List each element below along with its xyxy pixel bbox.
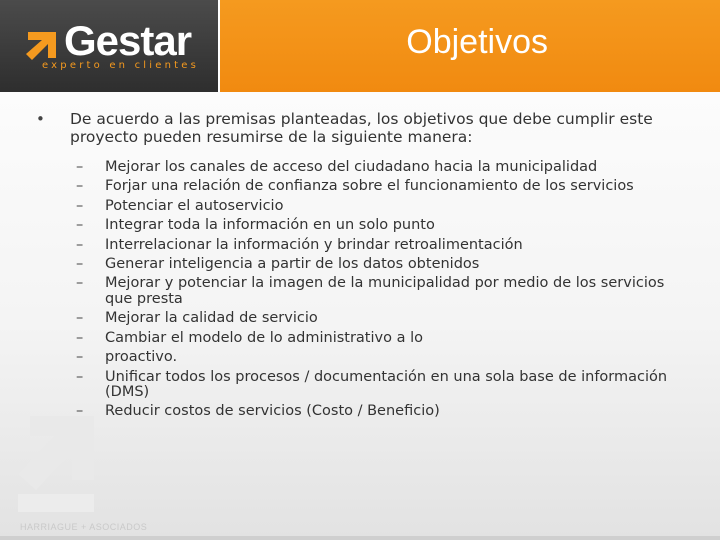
list-item-text: Mejorar la calidad de servicio: [105, 310, 318, 327]
dash-icon: –: [76, 275, 84, 292]
dash-icon: –: [76, 349, 84, 366]
intro-text: De acuerdo a las premisas planteadas, los objetivos que debe cumplir este proyecto pueden resumirse de la siguiente manera:: [70, 110, 653, 146]
dash-icon: –: [76, 236, 84, 253]
dash-icon: –: [76, 403, 84, 420]
list-item-text: Unificar todos los procesos / documentación en una sola base de información (DMS): [105, 368, 668, 401]
dash-icon: –: [76, 159, 84, 175]
list-item-text: Potenciar el autoservicio: [105, 197, 284, 214]
list-item-text: Interrelacionar la información y brindar retroalimentación: [105, 236, 523, 253]
content-area: [36, 110, 686, 424]
footer-brand: HARRIAGUE + ASOCIADOS: [20, 522, 148, 532]
logo-tagline: experto en clientes: [42, 60, 200, 71]
slide-title: Objetivos: [406, 23, 548, 61]
list-item-text: proactivo.: [105, 349, 178, 366]
list-item: [36, 179, 686, 195]
list-item-text: Integrar toda la información en un solo punto: [105, 217, 435, 234]
list-item-text: Forjar una relación de confianza sobre el funcionamiento de los servicios: [105, 178, 634, 195]
list-item: [36, 331, 686, 347]
list-item: [36, 238, 686, 254]
dash-icon: –: [76, 178, 84, 195]
dash-icon: –: [76, 329, 84, 346]
list-item: [36, 404, 686, 420]
list-item: [36, 257, 686, 273]
slide-header: [0, 0, 720, 92]
list-item: [36, 160, 686, 176]
objectives-list: [36, 160, 686, 420]
list-item-text: Cambiar el modelo de lo administrativo a lo: [105, 329, 423, 346]
list-item-text: Generar inteligencia a partir de los datos obtenidos: [105, 255, 480, 272]
list-item-text: Mejorar y potenciar la imagen de la municipalidad por medio de los servicios que presta: [105, 275, 665, 307]
intro-bullet: [36, 110, 686, 146]
list-item: [36, 311, 686, 327]
list-item-text: Mejorar los canales de acceso del ciudadano hacia la municipalidad: [105, 159, 598, 175]
dash-icon: –: [76, 310, 84, 327]
footer-bar: [0, 536, 720, 540]
list-item-text: Reducir costos de servicios (Costo / Beneficio): [105, 403, 440, 420]
list-item: [36, 218, 686, 234]
list-item: [36, 350, 686, 366]
bullet-dot-icon: •: [36, 110, 45, 128]
dash-icon: –: [76, 197, 84, 214]
logo-text: Gestar: [64, 17, 192, 64]
list-item: [36, 370, 686, 401]
list-item: [36, 276, 686, 307]
dash-icon: –: [76, 255, 84, 272]
watermark-arrow-icon: [8, 408, 98, 518]
list-item: [36, 199, 686, 215]
dash-icon: –: [76, 217, 84, 234]
dash-icon: –: [76, 368, 84, 385]
